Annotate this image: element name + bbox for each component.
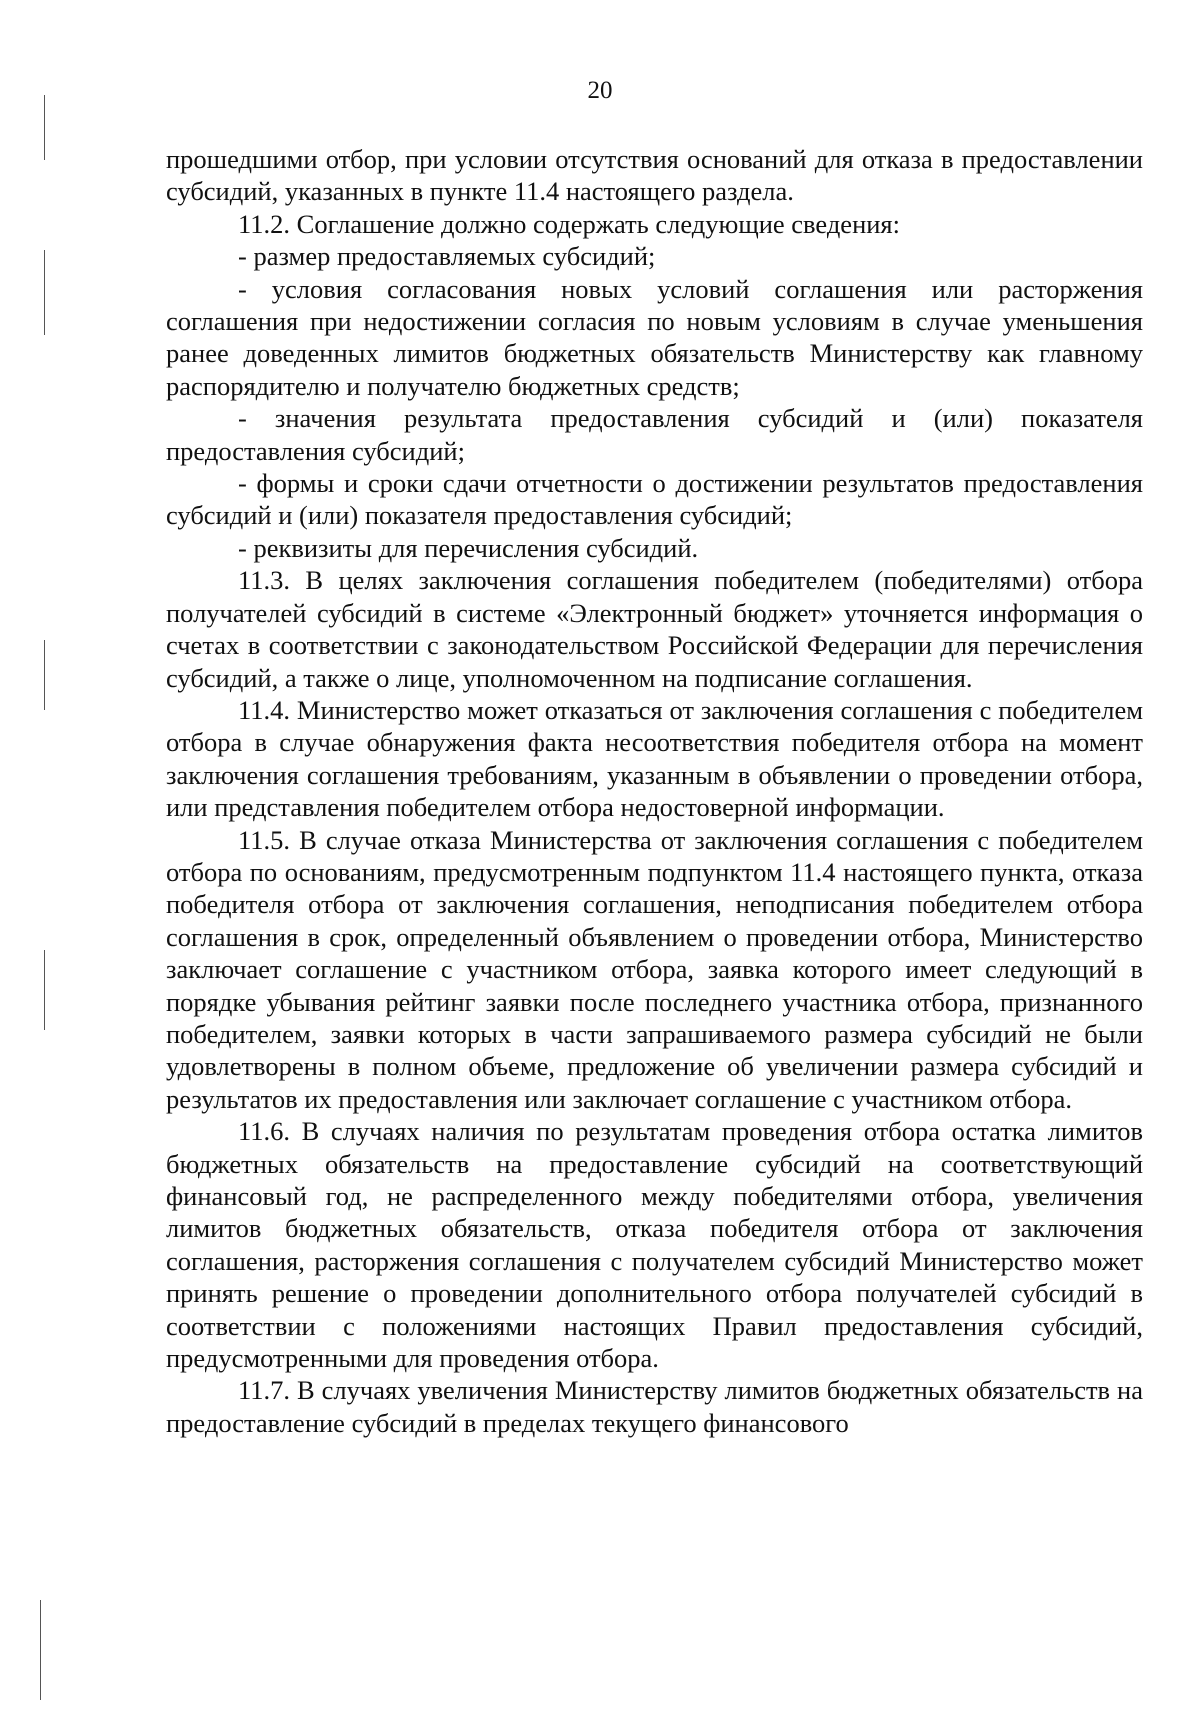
document-body — [166, 143, 1143, 1439]
scan-artifact — [44, 640, 45, 710]
scan-artifact — [40, 1600, 41, 1700]
paragraph: 11.6. В случаях наличия по результатам проведения отбора остатка лимитов бюджетных обязательств на предоставление субсидий на соответствующий финансовый год, не распределенного между победителями отбора, увеличения лимитов бюджетных обязательств, отказа победителя отбора от заключения соглашения, расторжения соглашения с получателем субсидий Министерство может принять решение о проведении дополнительного отбора получателей субсидий в соответствии с положениями настоящих Правил предоставления субсидий, предусмотренными для проведения отбора. — [166, 1116, 1143, 1374]
paragraph: 11.5. В случае отказа Министерства от заключения соглашения с победителем отбора по основаниям, предусмотренным подпунктом 11.4 настоящего пункта, отказа победителя отбора от заключения соглашения, неподписания победителем отбора соглашения в срок, определенный объявлением о проведении отбора, Министерство заключает соглашение с участником отбора, заявка которого имеет следующий в порядке убывания рейтинг заявки после последнего участника отбора, признанного победителем, заявки которых в части запрашиваемого размера субсидий не были удовлетворены в полном объеме, предложение об увеличении размера субсидий и результатов их предоставления или заключает соглашение с участником отбора. — [166, 824, 1143, 1114]
paragraph: 11.3. В целях заключения соглашения победителем (победителями) отбора получателей субсидий в системе «Электронный бюджет» уточняется информация о счетах в соответствии с законодательством Российской Федерации для перечисления субсидий, а также о лице, уполномоченном на подписание соглашения. — [166, 565, 1143, 693]
paragraph: 11.4. Министерство может отказаться от заключения соглашения с победителем отбора в случае обнаружения факта несоответствия победителя отбора на момент заключения соглашения требованиям, указанным в объявлении о проведении отбора, или представления победителем отбора недостоверной информации. — [166, 694, 1143, 823]
list-item: - размер предоставляемых субсидий; — [238, 241, 656, 272]
paragraph: прошедшими отбор, при условии отсутствия оснований для отказа в предоставлении субсидий, указанных в пункте 11.4 настоящего раздела. — [166, 144, 1143, 207]
page-number: 20 — [587, 77, 613, 104]
paragraph: 11.2. Соглашение должно содержать следующие сведения: — [238, 208, 900, 239]
scan-artifact — [44, 250, 45, 335]
list-item: - формы и сроки сдачи отчетности о достижении результатов предоставления субсидий и (или) показателя предоставления субсидий; — [166, 468, 1143, 531]
scan-artifact — [44, 950, 45, 1030]
list-item: - условия согласования новых условий соглашения или расторжения соглашения при недостижении согласия по новым условиям в случае уменьшения ранее доведенных лимитов бюджетных обязательств Министерству как главному распорядителю и получателю бюджетных средств; — [166, 273, 1143, 401]
list-item: - реквизиты для перечисления субсидий. — [238, 532, 699, 563]
paragraph: 11.7. В случаях увеличения Министерству лимитов бюджетных обязательств на предоставление субсидий в пределах текущего финансового — [166, 1375, 1143, 1438]
list-item: - значения результата предоставления субсидий и (или) показателя предоставления субсидий; — [166, 403, 1143, 466]
